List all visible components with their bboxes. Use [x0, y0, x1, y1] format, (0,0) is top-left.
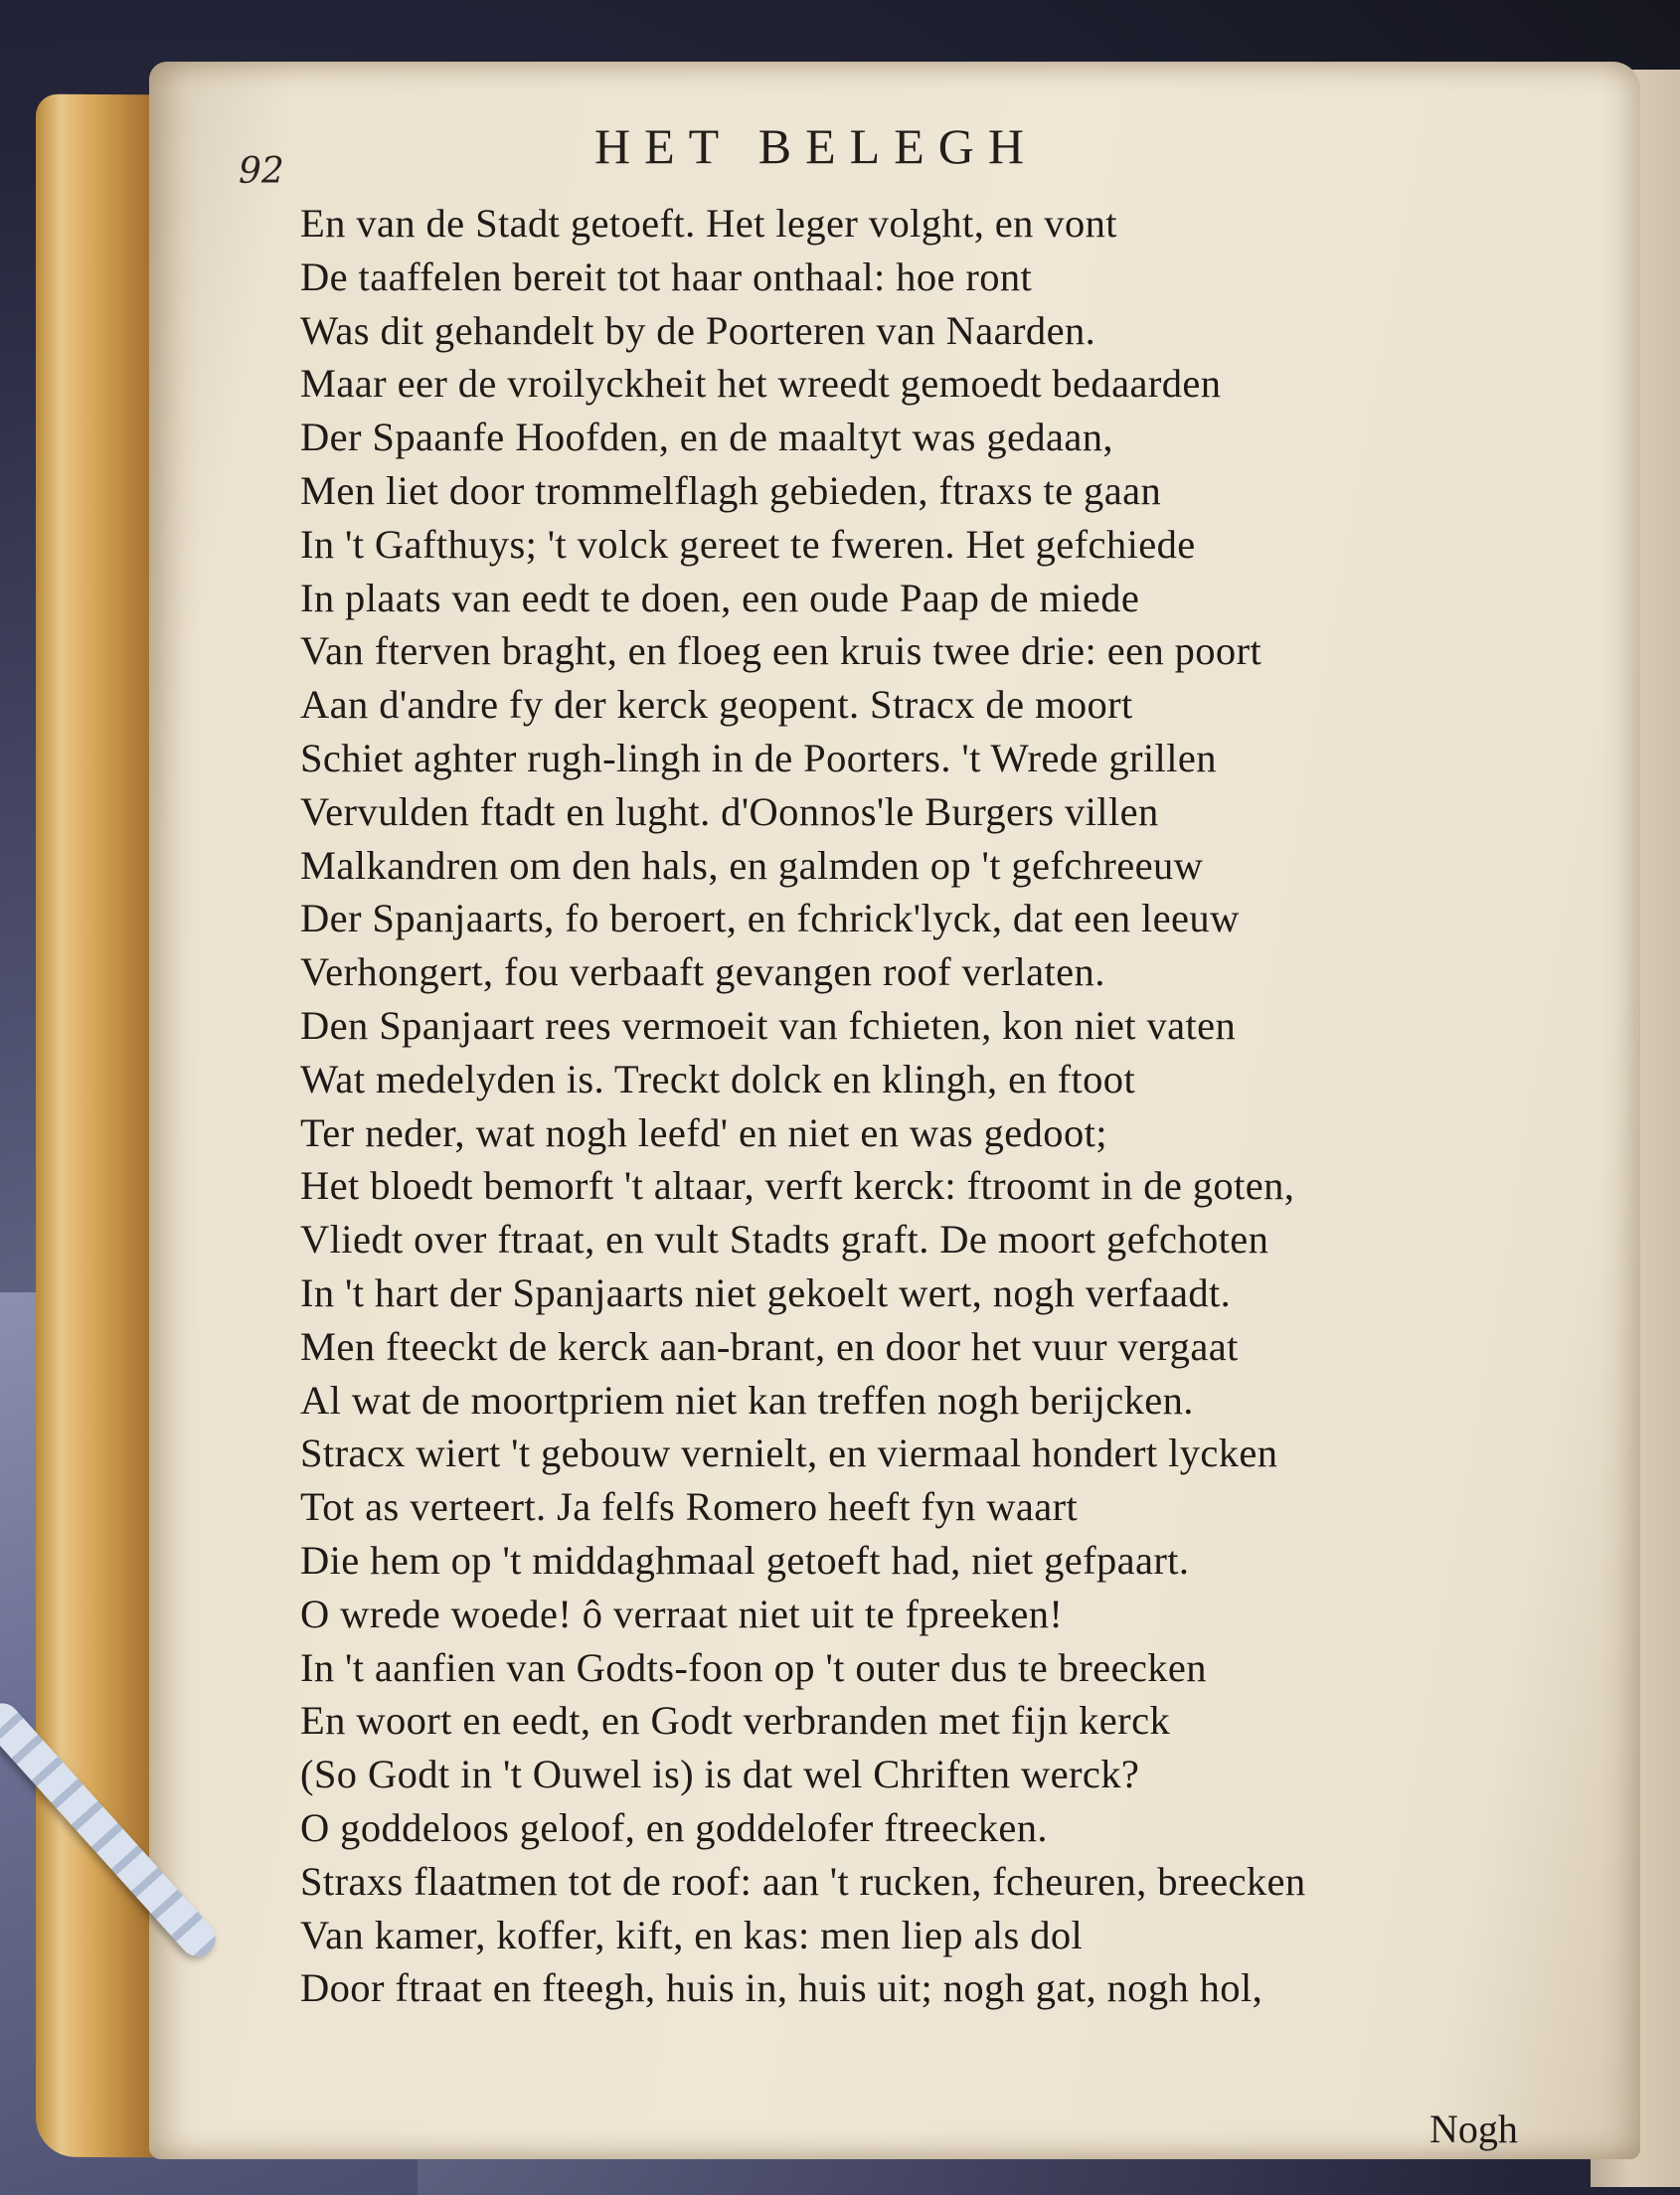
text-line: Het bloedt bemorft 't altaar, verft kerck: ftroomt in de goten, [300, 1163, 1295, 1209]
text-line: Men fteeckt de kerck aan-brant, en door het vuur vergaat [300, 1323, 1239, 1369]
text-line: Aan d'andre fy der kerck geopent. Stracx de moort [300, 682, 1133, 728]
catchword: Nogh [1429, 2107, 1518, 2151]
text-line: Vliedt over ftraat, en vult Stadts graft. De moort gefchoten [300, 1217, 1269, 1263]
text-line: Die hem op 't middaghmaal getoeft had, niet gefpaart. [300, 1537, 1190, 1583]
text-line: Stracx wiert 't gebouw vernielt, en viermaal hondert lycken [300, 1431, 1278, 1476]
running-title: HET BELEGH [594, 118, 1038, 174]
text-line: Was dit gehandelt by de Poorteren van Naarden. [300, 307, 1096, 353]
text-line: Straxs flaatmen tot de roof: aan 't rucken, fcheuren, breecken [300, 1858, 1306, 1904]
text-line: Van kamer, koffer, kift, en kas: men liep als dol [300, 1912, 1084, 1957]
text-line: O wrede woede! ô verraat niet uit te fpreeken! [300, 1591, 1064, 1636]
text-line: En woort en eedt, en Godt verbranden met fijn kerck [300, 1698, 1171, 1744]
text-line: Door ftraat en fteegh, huis in, huis uit; nogh gat, nogh hol, [300, 1965, 1263, 2011]
text-line: Maar eer de vroilyckheit het wreedt gemoedt bedaarden [300, 361, 1222, 407]
text-line: Van fterven braght, en floeg een kruis twee drie: een poort [300, 628, 1262, 674]
text-line: De taaffelen bereit tot haar onthaal: hoe ront [300, 253, 1033, 299]
page-number: 92 [239, 151, 284, 192]
text-line: O goddeloos geloof, en goddelofer ftreecken. [300, 1804, 1048, 1850]
text-line: Al wat de moortpriem niet kan treffen nogh berijcken. [300, 1377, 1194, 1423]
text-line: En van de Stadt getoeft. Het leger volght, en vont [300, 201, 1117, 246]
text-line: In 't Gafthuys; 't volck gereet te fweren. Het gefchiede [300, 521, 1196, 567]
text-line: (So Godt in 't Ouwel is) is dat wel Chriften werck? [300, 1752, 1140, 1797]
text-line: In 't aanfien van Godts-foon op 't outer dus te breecken [300, 1644, 1207, 1690]
text-line: In plaats van eedt te doen, een oude Paap de miede [300, 575, 1140, 620]
text-line: In 't hart der Spanjaarts niet gekoelt wert, nogh verfaadt. [300, 1269, 1232, 1315]
text-line: Malkandren om den hals, en galmden op 't gefchreeuw [300, 842, 1204, 888]
text-line: Der Spanjaarts, fo beroert, en fchrick'lyck, dat een leeuw [300, 896, 1240, 941]
text-line: Schiet aghter rugh-lingh in de Poorters. 't Wrede grillen [300, 735, 1217, 780]
text-line: Men liet door trommelflagh gebieden, ftraxs te gaan [300, 467, 1162, 513]
text-line: Ter neder, wat nogh leefd' en niet en was gedoot; [300, 1109, 1107, 1155]
text-line: Vervulden ftadt en lught. d'Oonnos'le Burgers villen [300, 788, 1159, 834]
text-line: Der Spaanfe Hoofden, en de maaltyt was gedaan, [300, 415, 1113, 460]
text-line: Den Spanjaart rees vermoeit van fchieten, kon niet vaten [300, 1002, 1237, 1048]
text-line: Tot as verteert. Ja felfs Romero heeft fyn waart [300, 1484, 1079, 1530]
poem-text [300, 197, 1593, 2015]
text-line: Wat medelyden is. Treckt dolck en klingh, en ftoot [300, 1056, 1136, 1101]
text-line: Verhongert, fou verbaaft gevangen roof verlaten. [300, 949, 1105, 995]
